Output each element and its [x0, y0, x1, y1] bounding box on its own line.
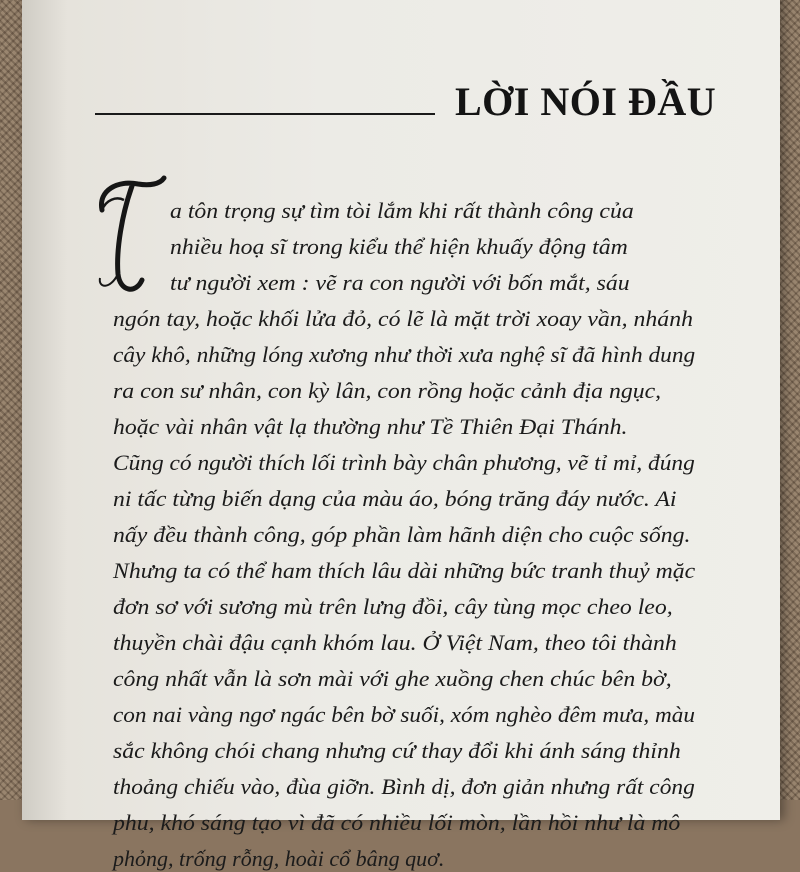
text-line: sắc không chói chang nhưng cứ thay đổi khi ánh sáng thỉnh — [113, 738, 681, 763]
chapter-title: LỜI NÓI ĐẦU — [455, 79, 717, 124]
text-line: nấy đều thành công, góp phần làm hãnh diện cho cuộc sống. — [113, 522, 691, 547]
text-line: công nhất vẫn là sơn mài với ghe xuồng chen chúc bên bờ, — [113, 666, 672, 691]
text-line: Cũng có người thích lối trình bày chân phương, vẽ tỉ mỉ, đúng — [113, 450, 695, 475]
text-line: thuyền chài đậu cạnh khóm lau. Ở Việt Nam, theo tôi thành — [113, 630, 677, 655]
text-line: a tôn trọng sự tìm tòi lắm khi rất thành công của — [170, 198, 634, 223]
text-line: con nai vàng ngơ ngác bên bờ suối, xóm nghèo đêm mưa, màu — [113, 702, 696, 727]
text-line: đơn sơ với sương mù trên lưng đồi, cây tùng mọc cheo leo, — [113, 594, 673, 619]
title-rule — [95, 113, 435, 115]
text-line: phỏng, trống rỗng, hoài cổ bâng quơ. — [113, 846, 445, 871]
text-line: phu, khó sáng tạo vì đã có nhiều lối mòn, lần hồi như là mô — [113, 810, 681, 835]
text-line: hoặc vài nhân vật lạ thường như Tề Thiên Đại Thánh. — [113, 414, 628, 439]
text-line: ni tấc từng biến dạng của màu áo, bóng trăng đáy nước. Ai — [113, 486, 677, 511]
text-line: ra con sư nhân, con kỳ lân, con rồng hoặc cảnh địa ngục, — [113, 378, 662, 403]
text-line: nhiều hoạ sĩ trong kiểu thể hiện khuấy động tâm — [170, 234, 628, 259]
text-line: Nhưng ta có thể ham thích lâu dài những bức tranh thuỷ mặc — [113, 558, 696, 583]
text-line: ngón tay, hoặc khối lửa đỏ, có lẽ là mặt trời xoay vần, nhánh — [113, 306, 693, 331]
text-line: thoảng chiếu vào, đùa giỡn. Bình dị, đơn giản nhưng rất công — [113, 774, 695, 799]
text-line: cây khô, những lóng xương như thời xưa nghệ sĩ đã hình dung — [113, 342, 696, 367]
drop-cap-t — [88, 170, 168, 300]
text-line: tư người xem : vẽ ra con người với bốn mắt, sáu — [170, 270, 630, 295]
